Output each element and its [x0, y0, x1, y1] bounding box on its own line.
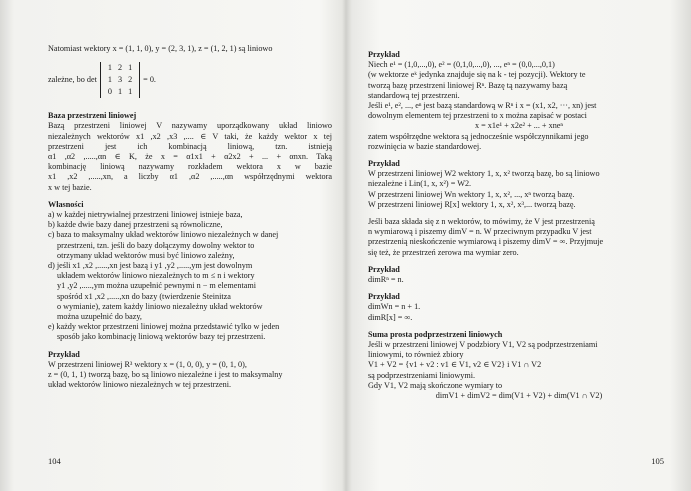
matrix-cell: 0	[107, 87, 112, 97]
example1-line: Jeśli e¹, e², ..., eⁿ jest bazą standardową w Rⁿ i x = (x1, x2, ···, xn) jest	[368, 101, 597, 111]
property-line: c) baza to maksymalny układ wektorów liniowo niezależnych w danej	[48, 230, 279, 240]
basis-line: x1 ,x2 ,.....,xn, a liczby α1 ,α2 ,.....,αn współrzędnymi wektora	[48, 172, 332, 182]
example-line: z = (0, 1, 1) tworzą bazę, bo są liniowo niezależne i jest to maksymalny	[48, 370, 283, 380]
basis-line: niezależnych wektorów x1 ,x2 ,x3 ,.... ∈ V taki, że każdy wektor x tej	[48, 131, 332, 141]
example2-line: niezależne i Lin(1, x, x²) = W2.	[368, 179, 472, 189]
dimension-line: Jeśli baza składa się z n wektorów, to mówimy, że V jest przestrzenią	[368, 217, 595, 227]
example1-line: standardową tej przestrzeni.	[368, 90, 460, 100]
intro-line: Natomiast wektory x = (1, 1, 0), y = (2, 3, 1), z = (1, 2, 1) są liniowo	[48, 44, 273, 53]
matrix-cell: 1	[117, 87, 123, 97]
matrix-cell: 1	[128, 63, 133, 73]
example2-line: W przestrzeni liniowej W2 wektory 1, x, x² tworzą bazę, bo są liniowo	[368, 169, 600, 179]
example1-line: rozwinięcia w bazie standardowej.	[368, 141, 482, 151]
property-line: spośród x1 ,x2 ,.....,xn do bazy (twierdzenie Steinitza	[57, 291, 231, 301]
direct-sum-heading: Suma prosta podprzestrzeni liniowych	[368, 329, 503, 339]
example3-line: dimRⁿ = n.	[368, 275, 404, 285]
property-line: można uzupełnić do bazy,	[57, 312, 142, 322]
dimension-line: n wymiarową i piszemy dimV = n. W przeciwnym przypadku V jest	[368, 227, 592, 237]
dimension-line: przestrzenią nieskończenie wymiarową i piszemy dimV = ∞. Przyjmuje	[368, 237, 604, 247]
property-line: d) jeśli x1 ,x2 ,.....,xn jest bazą i y1 ,y2 ,.....,ym jest dowolnym	[48, 261, 253, 271]
direct-sum-line: Gdy V1, V2 mają skończone wymiary to	[368, 380, 503, 390]
dependent-suffix: = 0.	[143, 75, 156, 85]
property-line: o wymianie), zatem każdy liniowo niezależny układ wektorów	[57, 301, 263, 311]
determinant-matrix	[100, 62, 140, 98]
matrix-cell: 1	[107, 75, 112, 85]
example1-formula: x = x1e¹ + x2e² + ... + xneⁿ	[474, 121, 564, 131]
basis-heading: Baza przestrzeni liniowej	[48, 111, 137, 121]
dimension-formula: dimV1 + dimV2 = dim(V1 + V2) + dim(V1 ∩ V2)	[435, 391, 603, 401]
direct-sum-formula: V1 + V2 = {v1 + v2 : v1 ∈ V1, v2 ∈ V2} i V1 ∩ V2	[368, 360, 542, 370]
right-page	[360, 0, 678, 491]
example2-line: W przestrzeni liniowej R[x] wektory 1, x, x², x³,... tworzą bazę.	[368, 199, 576, 209]
matrix-cell: 2	[128, 75, 133, 85]
example1-line: Niech e¹ = (1,0,...,0), e² = (0,1,0,...,0), ..., eⁿ = (0,0,...,0,1)	[368, 60, 555, 70]
example4-heading: Przykład	[368, 292, 400, 302]
example1-heading: Przykład	[368, 50, 400, 59]
basis-line: przestrzeni jest ich kombinacją liniową, tzn. istnieją	[48, 141, 332, 151]
example-heading: Przykład	[48, 349, 80, 359]
example4-line: dimWn = n + 1.	[368, 302, 421, 312]
matrix-cell: 3	[117, 75, 123, 85]
dimension-line: się też, że przestrzeń zerowa ma wymiar zero.	[368, 247, 519, 257]
direct-sum-line: liniowymi, to również zbiory	[368, 350, 464, 360]
property-line: y1 ,y2 ,.....,ym można uzupełnić pewnymi n − m elementami	[57, 281, 257, 291]
example1-line: (w wektorze eᵏ jedynka znajduje się na k - tej pozycji). Wektory te	[368, 70, 586, 80]
example2-heading: Przykład	[368, 159, 400, 169]
property-line: e) każdy wektor przestrzeni liniowej można przedstawić tylko w jeden	[48, 322, 280, 332]
basis-line: kombinację liniową nazywamy rozkładem wektora x w bazie	[48, 162, 332, 172]
basis-line: α1 ,α2 ,.....,αn ∈ K, że x = α1x1 + α2x2 + ... + αnxn. Taką	[48, 152, 332, 162]
matrix-cell: 1	[128, 87, 133, 97]
example2-line: W przestrzeni liniowej Wn wektory 1, x, x², ..., xⁿ tworzą bazę.	[368, 189, 575, 199]
direct-sum-line: Jeśli w przestrzeni liniowej V podzbiory V1, V2 są podprzestrzeniami	[368, 340, 598, 350]
example-line: W przestrzeni liniowej R³ wektory x = (1, 0, 0), y = (0, 1, 0),	[48, 359, 247, 369]
matrix-cell: 2	[117, 63, 123, 73]
properties-heading: Własności	[48, 199, 84, 209]
example1-line: tworzą bazę przestrzeni liniowej Rⁿ. Bazę tą nazywamy bazą	[368, 80, 568, 90]
example1-line: dowolnym elementem tej przestrzeni to x można zapisać w postaci	[368, 111, 587, 121]
example1-line: zatem współrzędne wektora są jednocześnie współczynnikami jego	[368, 131, 589, 141]
left-page	[20, 0, 338, 491]
property-line: układem wektorów liniowo niezależnych to m ≤ n i wektory	[57, 271, 255, 281]
property-line: otrzymany układ wektorów musi być liniowo zależny,	[57, 250, 235, 260]
property-line: sposób jako kombinację liniową wektorów bazy tej przestrzeni.	[57, 332, 266, 342]
example-line: układ wektorów liniowo niezależnych w tej przestrzeni.	[48, 380, 232, 390]
determinant-row	[48, 56, 332, 104]
direct-sum-line: są podprzestrzeniami liniowymi.	[368, 370, 476, 380]
example3-heading: Przykład	[368, 264, 400, 274]
dependent-prefix: zależne, bo det	[48, 75, 97, 85]
property-line: a) w każdej nietrywialnej przestrzeni liniowej istnieje baza,	[48, 210, 243, 220]
property-line: b) każde dwie bazy danej przestrzeni są równoliczne,	[48, 220, 223, 230]
page-number-left: 104	[48, 456, 61, 466]
matrix-cell: 1	[107, 63, 112, 73]
basis-line: Bazą przestrzeni liniowej V nazywamy uporządkowany układ liniowo	[48, 121, 332, 131]
example4-line: dimR[x] = ∞.	[368, 312, 413, 322]
page-number-right: 105	[651, 456, 664, 466]
property-line: przestrzeni, tzn. jeśli do bazy dołączymy dowolny wektor to	[57, 240, 255, 250]
basis-line: x w tej bazie.	[48, 182, 92, 192]
